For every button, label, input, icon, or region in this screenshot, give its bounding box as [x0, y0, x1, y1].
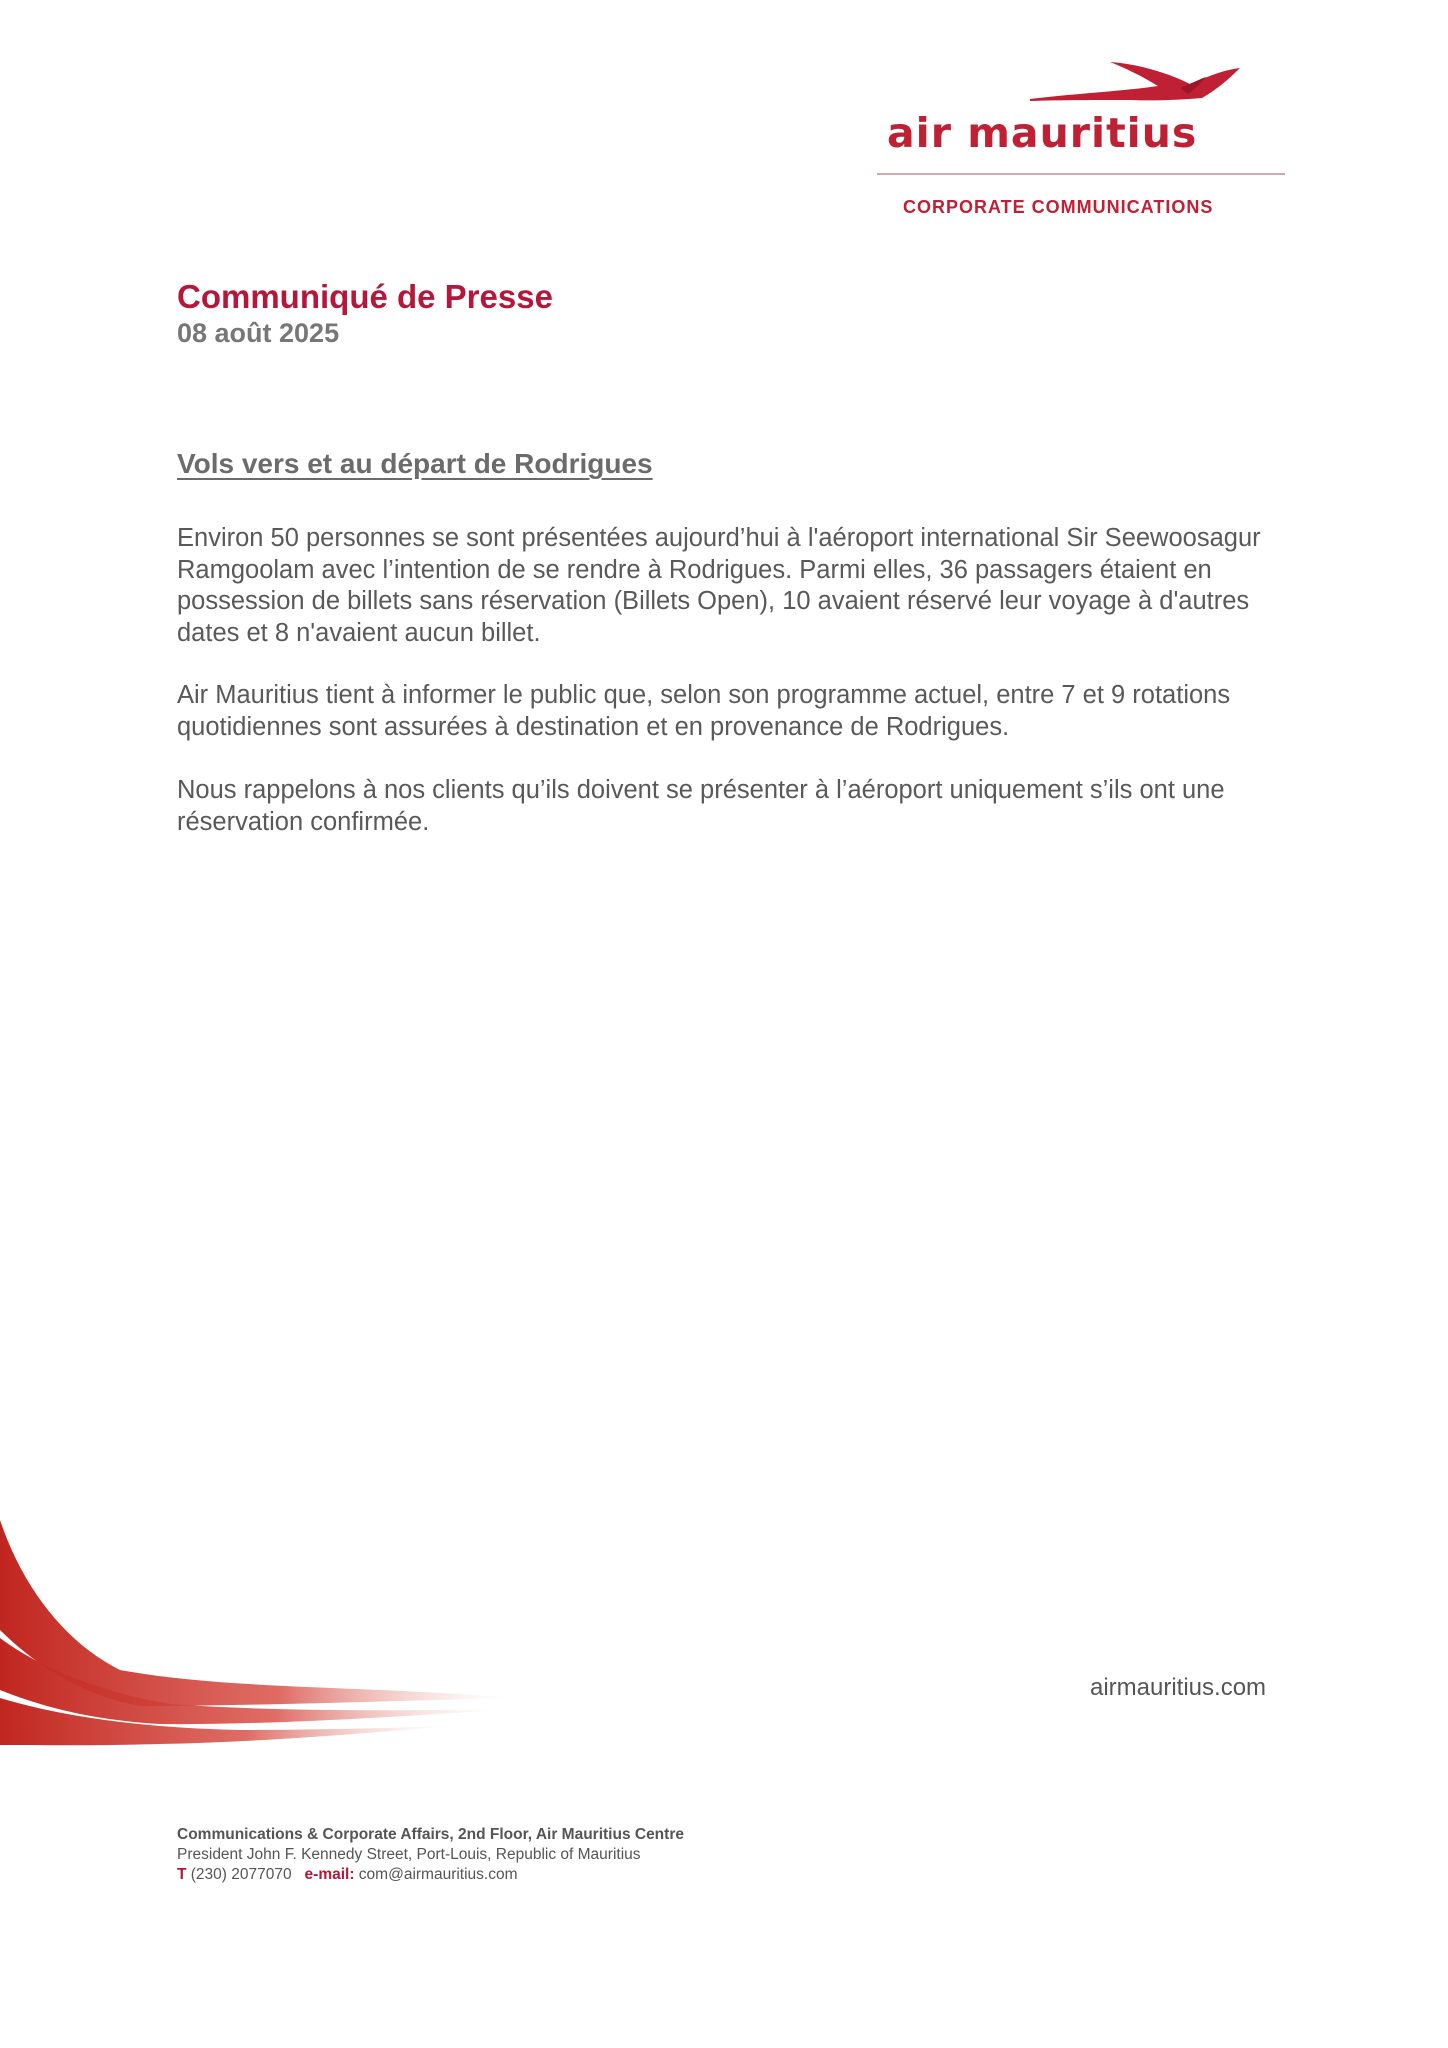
- logo-wordmark: air mauritius: [887, 109, 1198, 157]
- paille-en-queue-bird-icon: [1030, 58, 1240, 106]
- email-address[interactable]: com@airmauritius.com: [354, 1866, 518, 1883]
- footer-contact-line: [177, 1866, 518, 1884]
- logo-department: CORPORATE COMMUNICATIONS: [903, 197, 1214, 217]
- document-date: 08 août 2025: [177, 318, 340, 348]
- phone-label: T: [177, 1866, 187, 1883]
- body-paragraph: Nous rappelons à nos clients qu’ils doivent se présenter à l’aéroport uniquement s’ils ont une réservation confirmée.: [177, 776, 1225, 836]
- document-subject: Vols vers et au départ de Rodrigues: [177, 448, 653, 479]
- body-paragraph: Environ 50 personnes se sont présentées aujourd’hui à l'aéroport international Sir Seewoosagur Ramgoolam avec l’intention de se rendre à Rodrigues. Parmi elles, 36 passagers étaient en possession de billets sans réservation (Billets Open), 10 avaient réservé leur voyage à d'autres dates et 8 n'avaient aucun billet.: [177, 524, 1261, 647]
- phone-number: (230) 2077070: [186, 1866, 305, 1883]
- footer-swoosh-decoration: [0, 1520, 520, 1750]
- website-link[interactable]: airmauritius.com: [1090, 1674, 1267, 1701]
- footer-address-line: Communications & Corporate Affairs, 2nd Floor, Air Mauritius Centre: [177, 1826, 684, 1843]
- logo-divider: [877, 173, 1285, 175]
- body-paragraph: Air Mauritius tient à informer le public que, selon son programme actuel, entre 7 et 9 rotations quotidiennes sont assurées à destination et en provenance de Rodrigues.: [177, 681, 1231, 741]
- footer-address-line: President John F. Kennedy Street, Port-Louis, Republic of Mauritius: [177, 1846, 641, 1863]
- document-type-heading: Communiqué de Presse: [177, 278, 553, 315]
- email-label: e-mail:: [304, 1866, 355, 1883]
